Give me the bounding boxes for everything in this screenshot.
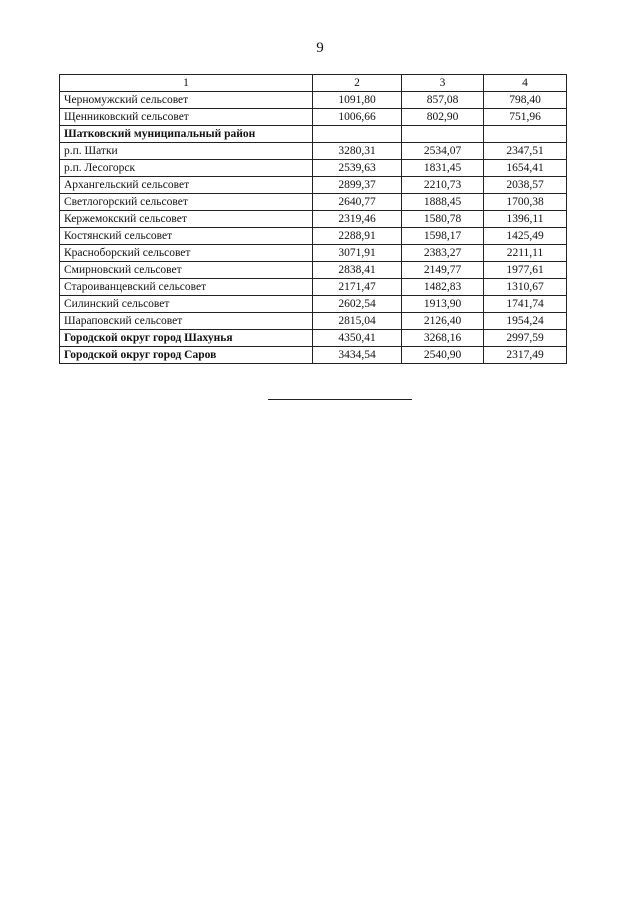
- row-value-col3: 3268,16: [402, 330, 484, 347]
- row-value-col2: 3071,91: [313, 245, 402, 262]
- column-header-4: 4: [484, 75, 567, 92]
- row-name-cell: Городской округ город Саров: [60, 347, 313, 364]
- row-value-col4: 1310,67: [484, 279, 567, 296]
- row-value-col4: 1396,11: [484, 211, 567, 228]
- row-value-col2: 2838,41: [313, 262, 402, 279]
- table-row: [60, 296, 567, 313]
- row-value-col2: [313, 126, 402, 143]
- row-value-col4: 1741,74: [484, 296, 567, 313]
- row-value-col3: 857,08: [402, 92, 484, 109]
- row-value-col4: 1425,49: [484, 228, 567, 245]
- row-value-col4: [484, 126, 567, 143]
- row-value-col4: 798,40: [484, 92, 567, 109]
- row-value-col2: 4350,41: [313, 330, 402, 347]
- table-row: [60, 313, 567, 330]
- row-value-col4: 2211,11: [484, 245, 567, 262]
- row-value-col2: 2640,77: [313, 194, 402, 211]
- row-name-cell: Шатковский муниципальный район: [60, 126, 313, 143]
- row-value-col2: 3280,31: [313, 143, 402, 160]
- table-row: [60, 262, 567, 279]
- row-value-col4: 1954,24: [484, 313, 567, 330]
- table-body: [60, 75, 567, 364]
- row-value-col4: 2038,57: [484, 177, 567, 194]
- row-value-col4: 2317,49: [484, 347, 567, 364]
- row-value-col3: 1913,90: [402, 296, 484, 313]
- end-rule-divider: [268, 399, 412, 400]
- row-name-cell: Черномужский сельсовет: [60, 92, 313, 109]
- row-value-col2: 2539,63: [313, 160, 402, 177]
- row-value-col2: 2319,46: [313, 211, 402, 228]
- row-name-cell: Светлогорский сельсовет: [60, 194, 313, 211]
- table-row: [60, 143, 567, 160]
- row-value-col2: 3434,54: [313, 347, 402, 364]
- row-name-cell: Староиванцевский сельсовет: [60, 279, 313, 296]
- row-value-col4: 1977,61: [484, 262, 567, 279]
- row-value-col3: 1831,45: [402, 160, 484, 177]
- row-value-col2: 1006,66: [313, 109, 402, 126]
- row-value-col3: 802,90: [402, 109, 484, 126]
- data-table: [59, 74, 567, 364]
- row-name-cell: Шараповский сельсовет: [60, 313, 313, 330]
- row-value-col2: 2171,47: [313, 279, 402, 296]
- row-name-cell: Щенниковский сельсовет: [60, 109, 313, 126]
- table-row: [60, 245, 567, 262]
- row-value-col3: 2149,77: [402, 262, 484, 279]
- table-row: [60, 126, 567, 143]
- table-row: [60, 160, 567, 177]
- row-name-cell: Кержемокский сельсовет: [60, 211, 313, 228]
- row-value-col3: 1580,78: [402, 211, 484, 228]
- row-value-col3: 2126,40: [402, 313, 484, 330]
- table-row: [60, 228, 567, 245]
- row-name-cell: р.п. Шатки: [60, 143, 313, 160]
- table-row: [60, 194, 567, 211]
- row-name-cell: Красноборский сельсовет: [60, 245, 313, 262]
- row-value-col2: 2602,54: [313, 296, 402, 313]
- table-row: [60, 211, 567, 228]
- row-value-col3: 1482,83: [402, 279, 484, 296]
- page-number: 9: [316, 40, 324, 56]
- table-row: [60, 92, 567, 109]
- row-name-cell: Архангельский сельсовет: [60, 177, 313, 194]
- table-row: [60, 330, 567, 347]
- row-name-cell: Городской округ город Шахунья: [60, 330, 313, 347]
- row-name-cell: Смирновский сельсовет: [60, 262, 313, 279]
- row-value-col2: 1091,80: [313, 92, 402, 109]
- row-name-cell: Силинский сельсовет: [60, 296, 313, 313]
- row-value-col3: [402, 126, 484, 143]
- column-header-1: 1: [60, 75, 313, 92]
- row-value-col3: 1888,45: [402, 194, 484, 211]
- row-value-col4: 1654,41: [484, 160, 567, 177]
- row-value-col4: 751,96: [484, 109, 567, 126]
- row-value-col4: 2347,51: [484, 143, 567, 160]
- row-value-col2: 2288,91: [313, 228, 402, 245]
- table-header-row: [60, 75, 567, 92]
- table-row: [60, 177, 567, 194]
- row-value-col3: 1598,17: [402, 228, 484, 245]
- row-value-col4: 2997,59: [484, 330, 567, 347]
- column-header-2: 2: [313, 75, 402, 92]
- row-value-col3: 2210,73: [402, 177, 484, 194]
- row-value-col3: 2540,90: [402, 347, 484, 364]
- column-header-3: 3: [402, 75, 484, 92]
- row-value-col3: 2383,27: [402, 245, 484, 262]
- row-name-cell: Костянский сельсовет: [60, 228, 313, 245]
- table-row: [60, 279, 567, 296]
- row-value-col4: 1700,38: [484, 194, 567, 211]
- row-name-cell: р.п. Лесогорск: [60, 160, 313, 177]
- table-row: [60, 109, 567, 126]
- row-value-col2: 2899,37: [313, 177, 402, 194]
- row-value-col2: 2815,04: [313, 313, 402, 330]
- row-value-col3: 2534,07: [402, 143, 484, 160]
- table-row: [60, 347, 567, 364]
